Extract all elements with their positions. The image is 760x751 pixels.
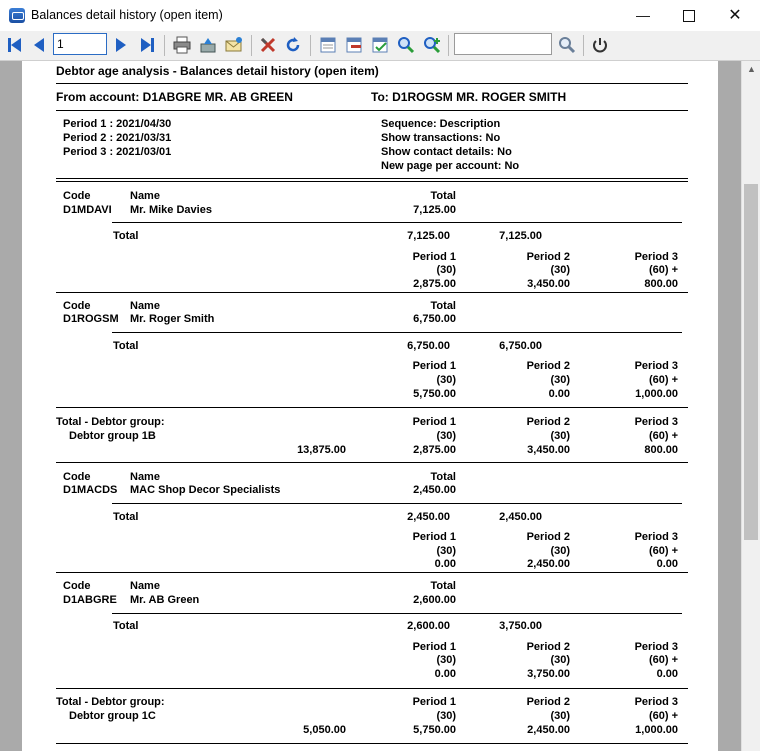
toolbar <box>0 31 760 61</box>
period-2-value: 3,750.00 <box>527 668 570 680</box>
close-button[interactable]: ✕ <box>728 7 742 24</box>
total-label: Total <box>430 471 456 483</box>
code-label: Code <box>63 471 91 483</box>
toolbar-separator <box>583 35 584 56</box>
vertical-scrollbar[interactable] <box>741 61 760 751</box>
period-2-label: Period 2 <box>526 696 570 708</box>
zoom-icon <box>397 36 415 54</box>
code-label: Code <box>63 190 91 202</box>
group-total: 5,050.00 <box>303 724 346 736</box>
period-1-label: Period 1 <box>412 251 456 263</box>
next-page-button[interactable] <box>110 34 132 56</box>
toolbar-separator <box>448 35 449 56</box>
account-name: MAC Shop Decor Specialists <box>130 484 281 496</box>
print-button[interactable] <box>171 34 193 56</box>
period-2-days: (30) <box>550 430 570 442</box>
period-3-value: 1,000.00 <box>635 388 678 400</box>
to-account: To: D1ROGSM MR. ROGER SMITH <box>371 90 567 104</box>
period-3: Period 3 : 2021/03/01 <box>63 146 172 158</box>
divider <box>112 332 682 333</box>
period-1-days: (30) <box>436 710 456 722</box>
divider <box>56 743 688 744</box>
period-3-value: 0.00 <box>656 668 678 680</box>
period-3-days: (60) + <box>648 430 678 442</box>
period-1-value: 0.00 <box>434 668 456 680</box>
toolbar-separator <box>310 35 311 56</box>
divider <box>56 462 688 463</box>
total-label: Total <box>430 580 456 592</box>
period-2-value: 3,450.00 <box>527 278 570 290</box>
zoom-button[interactable] <box>395 34 417 56</box>
period-3-days: (60) + <box>648 710 678 722</box>
period-1-label: Period 1 <box>412 641 456 653</box>
export-button[interactable] <box>197 34 219 56</box>
search-icon <box>558 36 576 54</box>
page-layout-button[interactable] <box>317 34 339 56</box>
period-2-label: Period 2 <box>526 531 570 543</box>
account-code: D1MDAVI <box>63 204 112 216</box>
toolbar-separator <box>164 35 165 56</box>
subtotal-value-2: 6,750.00 <box>499 340 542 352</box>
period-2-days: (30) <box>550 545 570 557</box>
divider <box>56 178 688 179</box>
period-3-days: (60) + <box>648 264 678 276</box>
account-total: 2,600.00 <box>413 594 456 606</box>
group-name: Debtor group 1B <box>69 430 156 442</box>
subtotal-label: Total <box>113 340 139 352</box>
first-page-button[interactable] <box>3 34 25 56</box>
period-3-label: Period 3 <box>634 416 678 428</box>
divider <box>56 110 688 111</box>
period-2-days: (30) <box>550 264 570 276</box>
show-transactions: Show transactions: No <box>381 132 501 144</box>
period-2-value: 0.00 <box>548 388 570 400</box>
period-3-days: (60) + <box>648 545 678 557</box>
tools-button[interactable] <box>257 34 279 56</box>
new-page-per-account: New page per account: No <box>381 160 520 172</box>
group-total: 13,875.00 <box>297 444 346 456</box>
account-name: Mr. Roger Smith <box>130 313 215 325</box>
divider <box>56 572 688 573</box>
previous-page-button[interactable] <box>28 34 50 56</box>
divider <box>112 222 682 223</box>
printer-icon <box>173 36 191 54</box>
name-label: Name <box>130 190 160 202</box>
last-page-arrow-icon <box>141 38 151 52</box>
period-1-days: (30) <box>436 545 456 557</box>
subtotal-value: 6,750.00 <box>407 340 450 352</box>
period-1-days: (30) <box>436 374 456 386</box>
period-3-value: 0.00 <box>656 558 678 570</box>
period-3-label: Period 3 <box>634 360 678 372</box>
period-3-label: Period 3 <box>634 251 678 263</box>
period-3-days: (60) + <box>648 374 678 386</box>
period-3-label: Period 3 <box>634 641 678 653</box>
subtotal-value-2: 3,750.00 <box>499 620 542 632</box>
period-3-value: 800.00 <box>644 444 678 456</box>
period-3-days: (60) + <box>648 654 678 666</box>
period-1-value: 2,875.00 <box>413 444 456 456</box>
period-3-label: Period 3 <box>634 696 678 708</box>
subtotal-value-2: 7,125.00 <box>499 230 542 242</box>
scroll-up-icon[interactable]: ▲ <box>747 64 756 74</box>
power-icon <box>591 36 609 54</box>
search-button[interactable] <box>556 34 578 56</box>
divider <box>56 83 688 84</box>
period-3-label: Period 3 <box>634 531 678 543</box>
period-2-value: 2,450.00 <box>527 724 570 736</box>
group-name: Debtor group 1C <box>69 710 156 722</box>
subtotal-value-2: 2,450.00 <box>499 511 542 523</box>
period-2: Period 2 : 2021/03/31 <box>63 132 172 144</box>
divider <box>56 688 688 689</box>
account-code: D1ROGSM <box>63 313 119 325</box>
total-label: Total <box>430 190 456 202</box>
scrollbar-thumb[interactable] <box>744 184 758 540</box>
check-layout-icon <box>371 36 389 54</box>
subtotal-label: Total <box>113 620 139 632</box>
divider <box>56 181 688 182</box>
subtotal-label: Total <box>113 511 139 523</box>
sequence: Sequence: Description <box>381 118 501 130</box>
zoom-in-icon <box>423 36 441 54</box>
period-2-value: 2,450.00 <box>527 558 570 570</box>
subtotal-value: 2,450.00 <box>407 511 450 523</box>
period-1-value: 5,750.00 <box>413 724 456 736</box>
minimize-button[interactable]: — <box>636 7 650 23</box>
period-1-days: (30) <box>436 430 456 442</box>
account-name: Mr. AB Green <box>130 594 200 606</box>
page-setup-icon <box>345 36 363 54</box>
name-label: Name <box>130 471 160 483</box>
page-setup-button[interactable] <box>343 34 365 56</box>
period-1-days: (30) <box>436 264 456 276</box>
export-icon <box>199 36 217 54</box>
account-total: 7,125.00 <box>413 204 456 216</box>
next-page-icon <box>116 38 126 52</box>
divider <box>56 292 688 293</box>
page-layout-icon <box>319 36 337 54</box>
toolbar-separator <box>251 35 252 56</box>
period-2-value: 3,450.00 <box>527 444 570 456</box>
period-2-label: Period 2 <box>526 251 570 263</box>
maximize-button[interactable] <box>666 0 712 31</box>
from-account: From account: D1ABGRE MR. AB GREEN <box>56 90 293 104</box>
period-1-label: Period 1 <box>412 360 456 372</box>
code-label: Code <box>63 580 91 592</box>
period-2-label: Period 2 <box>526 416 570 428</box>
email-button[interactable] <box>223 34 245 56</box>
period-1-label: Period 1 <box>412 531 456 543</box>
zoom-in-button[interactable] <box>421 34 443 56</box>
period-1-label: Period 1 <box>412 696 456 708</box>
period-2-days: (30) <box>550 710 570 722</box>
account-code: D1MACDS <box>63 484 118 496</box>
period-2-label: Period 2 <box>526 641 570 653</box>
period-2-days: (30) <box>550 374 570 386</box>
period-1-days: (30) <box>436 654 456 666</box>
refresh-button[interactable] <box>282 34 304 56</box>
title-bar <box>0 0 760 32</box>
period-2-label: Period 2 <box>526 360 570 372</box>
period-1-value: 5,750.00 <box>413 388 456 400</box>
period-1-value: 0.00 <box>434 558 456 570</box>
check-layout-button[interactable] <box>369 34 391 56</box>
tools-icon <box>259 36 277 54</box>
subtotal-value: 7,125.00 <box>407 230 450 242</box>
last-page-button[interactable] <box>136 34 158 56</box>
period-1-label: Period 1 <box>412 416 456 428</box>
show-contact-details: Show contact details: No <box>381 146 512 158</box>
divider <box>112 503 682 504</box>
power-button[interactable] <box>589 34 611 56</box>
email-icon <box>225 36 243 54</box>
app-icon <box>9 8 25 23</box>
subtotal-label: Total <box>113 230 139 242</box>
total-label: Total <box>430 300 456 312</box>
divider <box>112 613 682 614</box>
period-3-value: 1,000.00 <box>635 724 678 736</box>
report-title: Debtor age analysis - Balances detail history (open item) <box>56 64 379 78</box>
account-total: 2,450.00 <box>413 484 456 496</box>
page-number-input[interactable] <box>53 33 107 55</box>
refresh-icon <box>284 36 302 54</box>
previous-page-icon <box>34 38 44 52</box>
account-name: Mr. Mike Davies <box>130 204 212 216</box>
search-input[interactable] <box>454 33 552 55</box>
group-total-label: Total - Debtor group: <box>56 416 165 428</box>
divider <box>56 407 688 408</box>
period-2-days: (30) <box>550 654 570 666</box>
group-total-label: Total - Debtor group: <box>56 696 165 708</box>
account-code: D1ABGRE <box>63 594 117 606</box>
account-total: 6,750.00 <box>413 313 456 325</box>
window-title: Balances detail history (open item) <box>31 8 223 22</box>
code-label: Code <box>63 300 91 312</box>
last-page-icon <box>151 38 154 52</box>
name-label: Name <box>130 580 160 592</box>
subtotal-value: 2,600.00 <box>407 620 450 632</box>
name-label: Name <box>130 300 160 312</box>
period-1: Period 1 : 2021/04/30 <box>63 118 172 130</box>
period-1-value: 2,875.00 <box>413 278 456 290</box>
period-3-value: 800.00 <box>644 278 678 290</box>
first-page-arrow-icon <box>11 38 21 52</box>
